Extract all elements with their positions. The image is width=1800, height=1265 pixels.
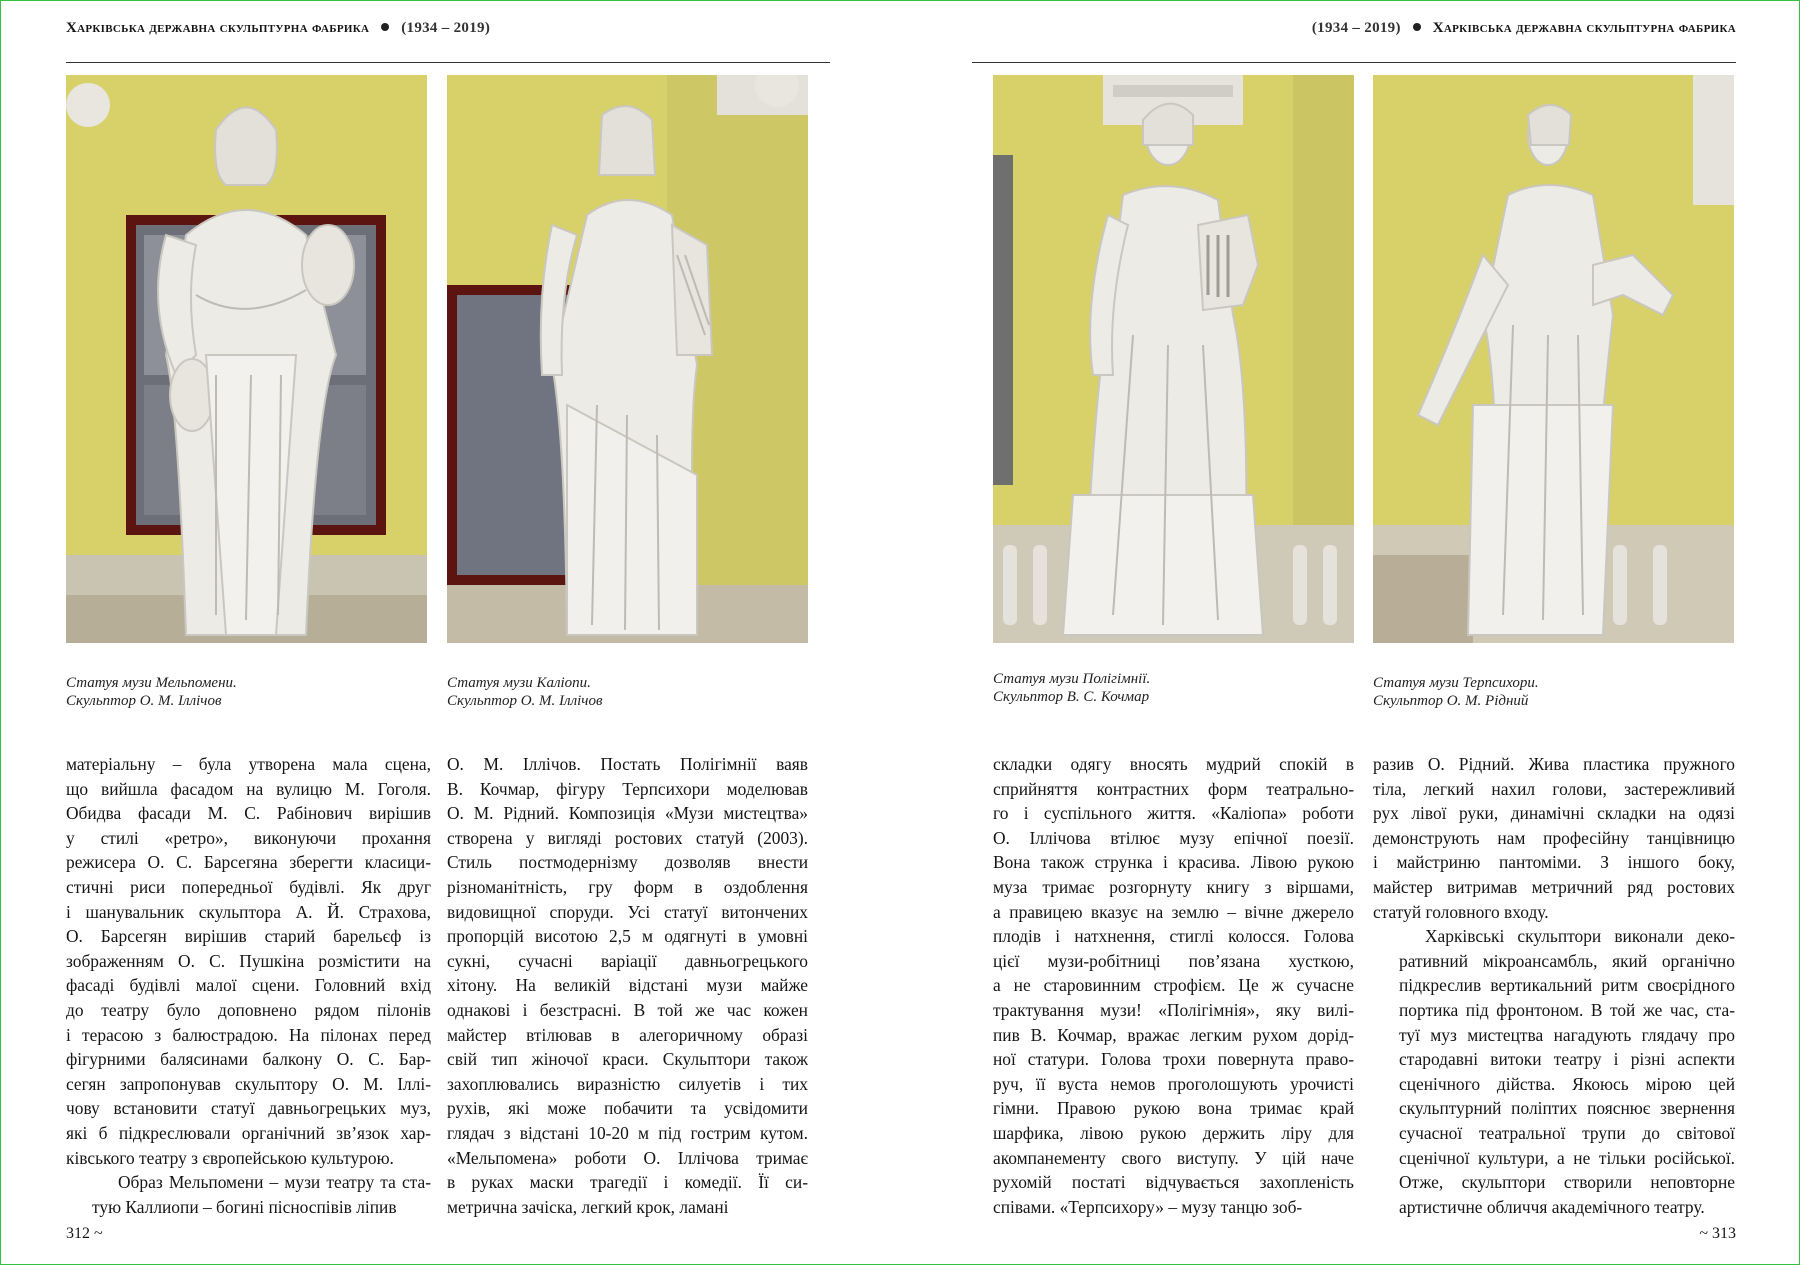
photo-polyhymnia [993,75,1354,643]
photo-terpsichore [1373,75,1734,643]
text-line: співами. «Терпсихору» – музу танцю зоб- [993,1196,1303,1217]
text-line: демонструють нам професійну танцівницю [1373,827,1735,848]
text-line: ної статури. Голова трохи повернута право- [993,1049,1354,1070]
text-line: О. М. Рідний. Композиція «Музи мистецтва» [447,803,808,824]
text-line: О. Барсегян вирішив старий барельєф із [66,926,431,947]
page-number-right: ~ 313 [1699,1225,1736,1242]
text-line: зображенням О. С. Пушкіна розмістити на [66,950,431,971]
text-line: рух лівої руки, динамічні складки на одязі [1373,803,1735,824]
text-line: стародавні витоки театру і різні аспекти [1399,1049,1735,1070]
text-line: створена у вигляді ростових статуй (2003). [447,827,808,848]
text-line: режисера О. С. Барсегяна зберегти класици- [66,852,431,873]
text-line: які б підкреслювали органічний зв’язок хар- [66,1122,431,1143]
running-head-years: (1934 – 2019) [1311,20,1401,36]
paragraph [447,752,808,1219]
paragraph [1373,924,1735,1219]
paragraph [66,752,431,1170]
text-line: в руках маски трагедії і комедії. Її си- [447,1172,808,1193]
text-line: муза тримає розгорнуту книгу з віршами, [993,876,1354,897]
text-line: сприйняття контрастних форм театрально- [993,778,1354,799]
text-line: «Мельпомена» роботи О. Іллічова тримає [447,1147,808,1168]
text-line: фігурними балясинами балкону О. С. Бар- [66,1049,431,1070]
running-head-title: Харківська державна скульптурна фабрика [66,20,370,36]
text-line: і майстриню пантоміми. З іншого боку, [1373,852,1735,873]
caption-author: Скульптор О. М. Іллічов [447,693,603,709]
page-number-left: 312 ~ [66,1225,103,1242]
text-line: акомпанементу свого виступу. У цій наче [993,1147,1354,1168]
text-column-2 [447,752,808,1219]
text-column-4 [1373,752,1735,1219]
text-line: метрична зачіска, легкий крок, ламані [447,1196,729,1217]
text-line: руч, її вуста немов проголошують урочисті [993,1073,1354,1094]
text-line: фасаді будівлі малої сцени. Головний вхід [66,975,431,996]
text-line: цієї музи-робітниці пов’язана хусткою, [993,950,1354,971]
text-line: а не старовинним строфієм. Це ж сучасне [993,975,1354,996]
text-line: О. М. Іллічов. Постать Полігімнії ваяв [447,754,808,774]
text-line: різноманітність, гру форм в оздоблення [447,876,808,897]
photo-caption [447,674,602,710]
text-line: у стилі «ретро», виконуючи прохання [66,827,431,848]
text-line: видовищної споруди. Усі статуї витончених [447,901,808,922]
statue-calliope-icon [447,75,808,643]
caption-title: Статуя музи Каліопи. [447,675,591,691]
photo-caption [1373,674,1539,710]
text-line: пропорцій висотою 2,5 м одягнуті в умовні [447,926,808,947]
text-line: ківського театру з європейською культурою. [66,1147,394,1168]
photo-caption [993,670,1150,706]
text-line: сучасної театральної трупи до світової [1399,1122,1735,1143]
text-line: свій тип жіночої краси. Скульптори також [447,1049,808,1070]
statue-melpomene-icon [66,75,427,643]
text-line: хітону. На великій відстані музи майже [447,975,808,996]
text-line: О. Іллічова втілює музу епічної поезії. [993,827,1354,848]
header-rule-left [66,62,830,63]
text-line: що вийшла фасадом на вулицю М. Гоголя. [66,778,431,799]
text-line: трактування музи! «Полігімнія», яку вилі- [993,999,1354,1020]
running-head-right [1312,20,1736,37]
text-line: пив В. Кочмар, вражає легким рухом дорід- [993,1024,1354,1045]
text-line: Обидва фасади М. С. Рабінович вирішив [66,803,431,824]
text-line: захоплювались виразністю силуетів і тих [447,1073,808,1094]
statue-terpsichore-icon [1373,75,1734,643]
running-head-title: Харківська державна скульптурна фабрика [1432,20,1736,36]
text-line: стичні риси попередньої будівлі. Як друг [66,876,431,897]
text-line: Стиль постмодернізму дозволяв внести [447,852,808,873]
text-line: матеріальну – була утворена мала сцена, [66,754,431,774]
text-line: майстер втілював в алегоричному образі [447,1024,808,1045]
text-line: майстер витримав метричний ряд ростових [1373,876,1735,897]
text-line: разив О. Рідний. Жива пластика пружного [1373,754,1735,774]
caption-author: Скульптор В. С. Кочмар [993,689,1150,705]
caption-title: Статуя музи Полігімнії. [993,671,1151,687]
text-line: рухів, які може побачити та усвідомити [447,1098,808,1119]
running-head-left [66,20,490,37]
text-line: сегян запропонував скульптору О. М. Іллі- [66,1073,431,1094]
text-line: глядач з відстані 10-20 м під гострим кутом. [447,1122,808,1143]
header-rule-right [972,62,1736,63]
text-line: і терасою з балюстрадою. На пілонах перед [66,1024,431,1045]
caption-title: Статуя музи Мельпомени. [66,675,237,691]
paragraph [993,752,1354,1219]
photo-calliope [447,75,808,643]
bullet-icon [381,23,389,31]
running-head-years: (1934 – 2019) [401,20,491,36]
text-line: Образ Мельпомени – музи театру та ста- [118,1172,431,1193]
text-line: шарфика, лівою рукою держить ліру для [993,1122,1354,1143]
text-line: гімни. Правою рукою вона тримає край [993,1098,1354,1119]
text-column-3 [993,752,1354,1219]
text-line: туї муз мистецтва нагадують глядачу про [1399,1024,1735,1045]
text-line: Харківські скульптори виконали деко- [1425,926,1735,947]
text-line: скульптурний поліптих пояснює звернення [1399,1098,1735,1119]
text-line: портика під фронтоном. В той же час, ста- [1399,999,1735,1020]
text-line: Отже, скульптори створили неповторне [1399,1172,1735,1193]
text-line: сценічної культури, а не тільки російської. [1399,1147,1735,1168]
text-line: чову встановити статуї давньогрецьких муз, [66,1098,431,1119]
caption-author: Скульптор О. М. Рідний [1373,693,1529,709]
text-line: складки одягу вносять мудрий спокій в [993,754,1354,774]
caption-author: Скульптор О. М. Іллічов [66,693,222,709]
text-line: а правицею вказує на землю – вічне джерело [993,901,1354,922]
text-line: плодів і натхнення, стиглі колосся. Голова [993,926,1354,947]
text-line: артистичне обличчя академічного театру. [1399,1196,1705,1217]
text-line: В. Кочмар, фігуру Терпсихори моделював [447,778,808,799]
text-line: тую Каллиопи – богині пісноспівів ліпив [92,1196,397,1217]
text-line: сценічного дійства. Якоюсь мірою цей [1399,1073,1735,1094]
text-line: сукні, сучасні варіації давньогрецького [447,950,808,971]
text-column-1 [66,752,431,1219]
text-line: статуй головного входу. [1373,901,1549,922]
statue-polyhymnia-icon [993,75,1354,643]
photo-caption [66,674,237,710]
text-line: однакові і безстрасні. В той же час кожен [447,999,808,1020]
photo-melpomene [66,75,427,643]
text-line: і шанувальник скульптора А. Й. Страхова, [66,901,431,922]
text-line: до театру було доповнено рядом пілонів [66,999,431,1020]
text-line: го і суспільного життя. «Каліопа» роботи [993,803,1354,824]
paragraph [1373,752,1735,924]
text-line: рухомій постаті відчувається захопленість [993,1172,1354,1193]
text-line: тіла, легкий нахил голови, застережливий [1373,778,1735,799]
caption-title: Статуя музи Терпсихори. [1373,675,1539,691]
text-line: ративний мікроансамбль, який органічно [1399,950,1735,971]
paragraph [66,1170,431,1219]
text-line: Вона також струнка і красива. Лівою рукою [993,852,1354,873]
bullet-icon [1413,23,1421,31]
text-line: підкреслив вертикальний ритм своєрідного [1399,975,1735,996]
